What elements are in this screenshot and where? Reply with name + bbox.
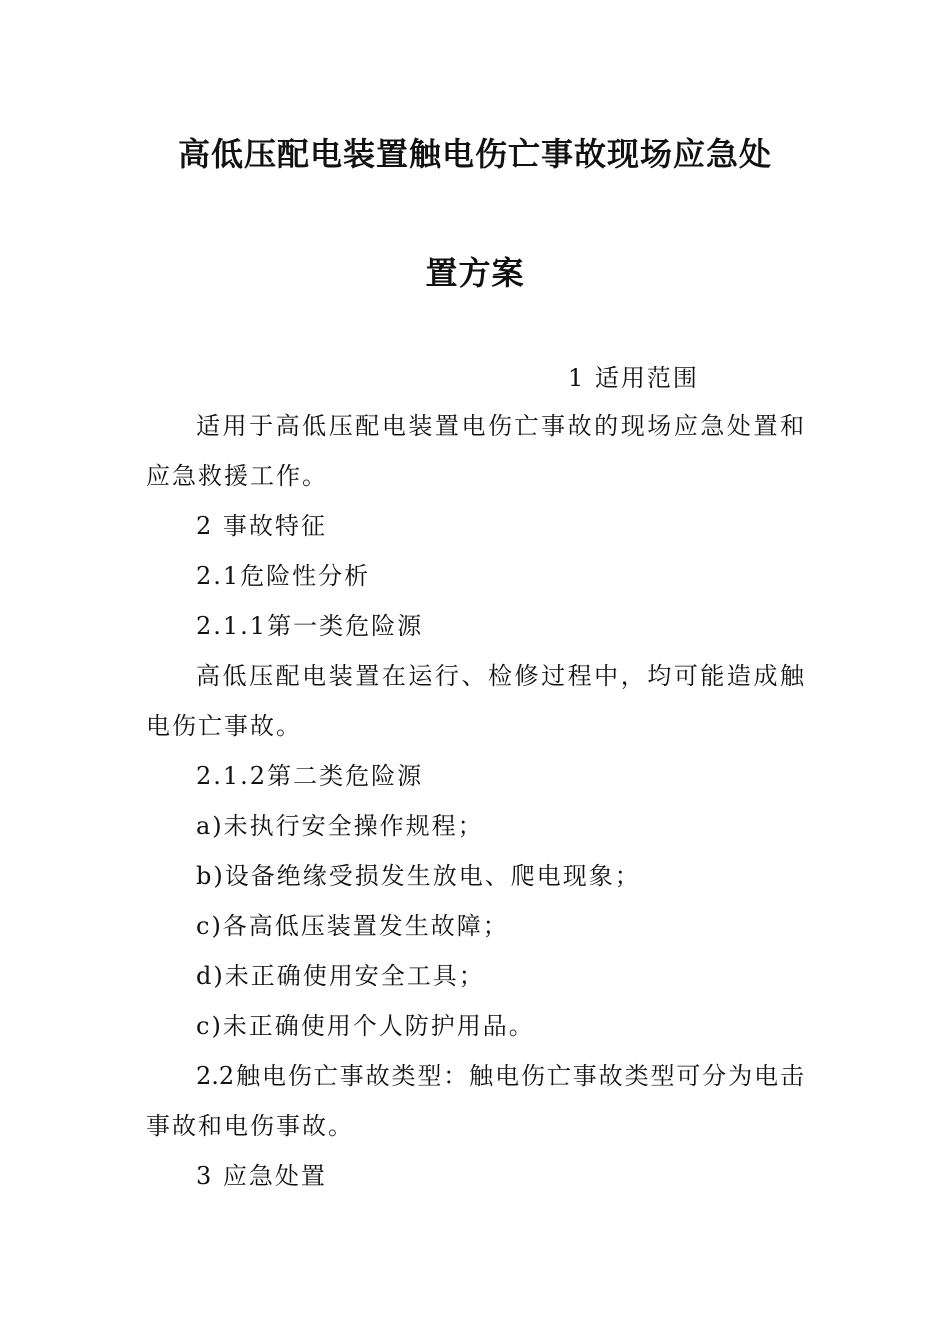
list-item: a)未执行安全操作规程； [196,812,484,840]
document-title-line-2: 置方案 [425,254,525,292]
document-title-line-1: 高低压配电装置触电伤亡事故现场应急处 [177,135,772,173]
list-item: d)未正确使用安全工具； [196,962,485,990]
section-2-1-2-heading: 2.1.2第二类危险源 [196,762,424,790]
section-2-2-line-1: 2.2触电伤亡事故类型：触电伤亡事故类型可分为电击 [196,1062,804,1090]
list-item: b)设备绝缘受损发生放电、爬电现象； [196,862,641,890]
section-2-heading: 2 事故特征 [196,512,327,540]
section-2-1-1-heading: 2.1.1第一类危险源 [196,612,424,640]
section-2-1-1-body-line-1: 高低压配电装置在运行、检修过程中，均可能造成触 [196,662,804,690]
section-3-heading: 3 应急处置 [196,1162,327,1190]
section-1-body-line-2: 应急救援工作。 [146,462,328,490]
section-1-heading: 1 适用范围 [568,364,699,392]
section-2-1-1-body-line-2: 电伤亡事故。 [146,712,302,740]
section-2-2-line-2: 事故和电伤事故。 [146,1112,354,1140]
list-item: c)未正确使用个人防护用品。 [196,1012,535,1040]
section-2-1-heading: 2.1危险性分析 [196,562,371,590]
section-1-body-line-1: 适用于高低压配电装置电伤亡事故的现场应急处置和 [196,412,804,440]
list-item: c)各高低压装置发生故障； [196,912,509,940]
